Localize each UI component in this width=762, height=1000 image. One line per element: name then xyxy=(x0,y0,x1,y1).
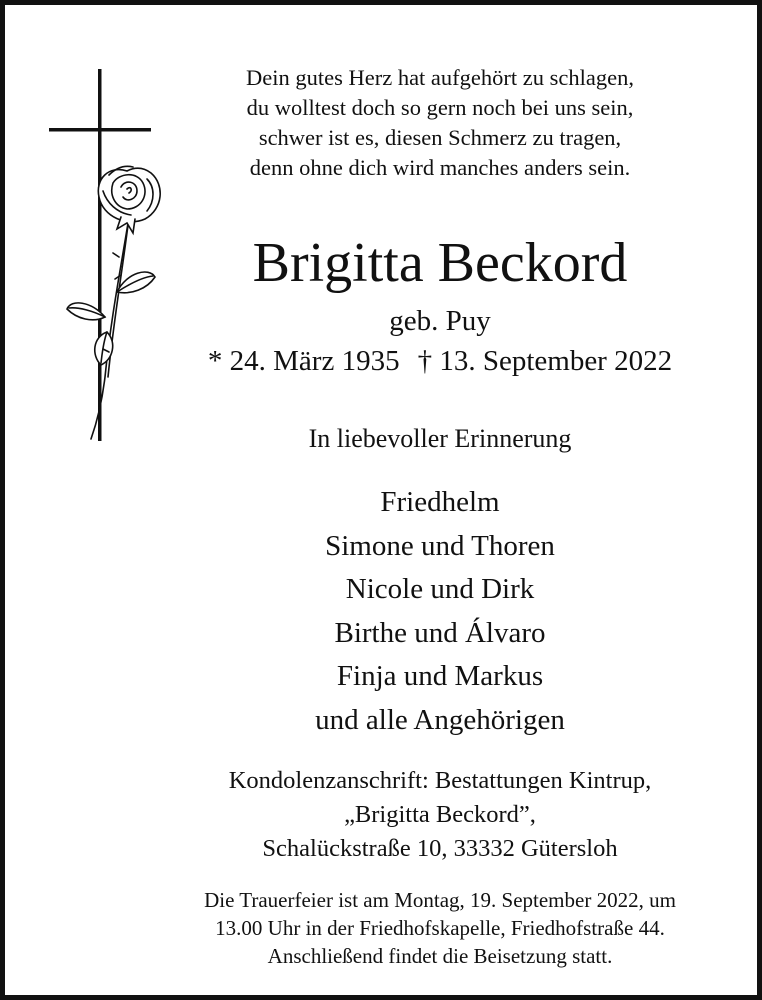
service-line: Die Trauerfeier ist am Montag, 19. September 2022, um xyxy=(204,888,676,912)
poem-line: du wolltest doch so gern noch bei uns sein, xyxy=(246,95,634,120)
mourner: und alle Angehörigen xyxy=(315,703,565,736)
cross-icon xyxy=(49,69,151,441)
condolence-address xyxy=(145,764,735,866)
condolence-line: Kondolenzanschrift: Bestattungen Kintrup, xyxy=(228,767,652,794)
memory-line: In liebevoller Erinnerung xyxy=(308,424,572,453)
mourner: Simone und Thoren xyxy=(325,529,555,562)
mourner: Birthe und Álvaro xyxy=(334,616,546,649)
poem-line: schwer ist es, diesen Schmerz zu tragen, xyxy=(258,125,622,150)
death-date: † 13. September 2022 xyxy=(417,345,673,377)
mourner: Finja und Markus xyxy=(336,660,544,693)
mourner: Nicole und Dirk xyxy=(345,573,535,606)
mourner: Friedhelm xyxy=(380,486,500,518)
rose-icon xyxy=(67,166,160,439)
birth-name: geb. Puy xyxy=(389,305,491,337)
poem-line: Dein gutes Herz hat aufgehört zu schlagen, xyxy=(246,65,634,90)
service-line: Anschließend findet die Beisetzung statt. xyxy=(267,944,613,968)
cross-with-rose-illustration xyxy=(47,67,167,447)
condolence-line: Schalückstraße 10, 33332 Gütersloh xyxy=(262,835,618,862)
condolence-line: „Brigitta Beckord”, xyxy=(344,801,536,828)
life-dates xyxy=(125,341,755,381)
service-info xyxy=(115,886,762,970)
poem xyxy=(185,63,695,183)
mourners-list xyxy=(205,481,675,743)
deceased-name: Brigitta Beckord xyxy=(252,232,628,294)
poem-line: denn ohne dich wird manches anders sein. xyxy=(249,155,631,180)
service-line: 13.00 Uhr in der Friedhofskapelle, Friedhofstraße 44. xyxy=(215,916,665,940)
birth-date: * 24. März 1935 xyxy=(207,345,400,377)
